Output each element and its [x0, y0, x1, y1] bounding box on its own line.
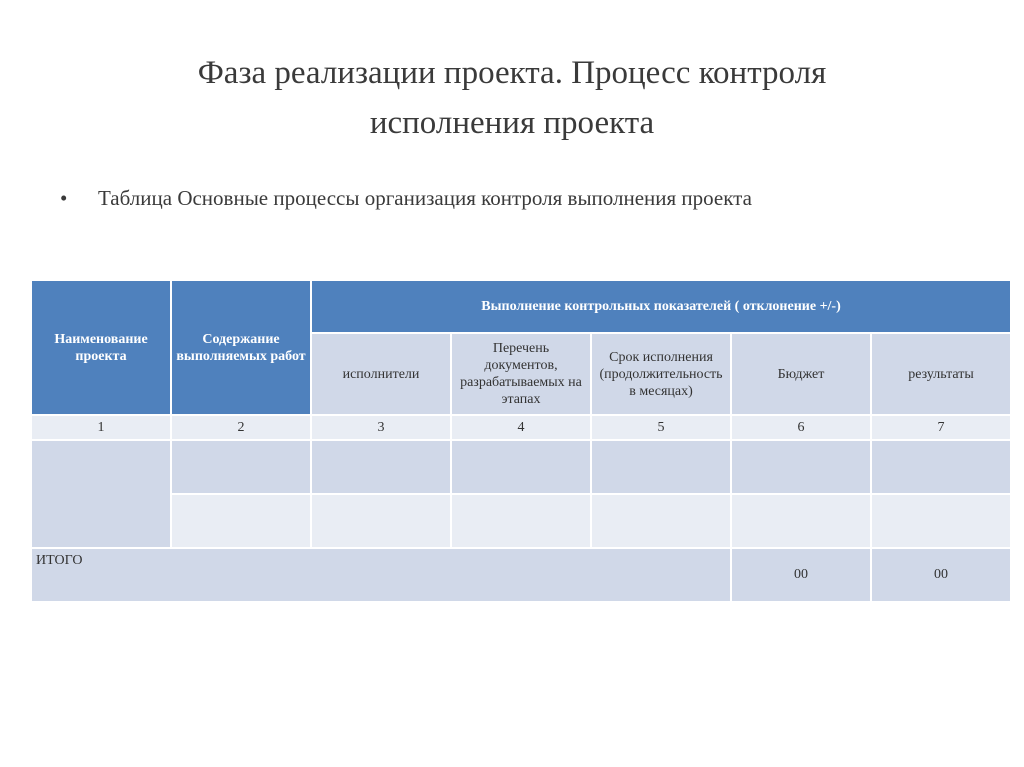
- column-number: 3: [311, 415, 451, 440]
- table-cell: [871, 494, 1011, 548]
- table-cell: [31, 440, 171, 548]
- table-cell: [311, 494, 451, 548]
- total-row: [31, 548, 1011, 602]
- slide-title-line-2: исполнения проекта: [369, 105, 655, 141]
- column-number: 7: [871, 415, 1011, 440]
- slide-title: [0, 48, 1024, 148]
- table-row: [31, 440, 1011, 494]
- table-cell: [451, 440, 591, 494]
- control-table: [30, 279, 1012, 603]
- header-work-content: Содержание выполняемых работ: [171, 280, 311, 415]
- subheader-performers: исполнители: [311, 333, 451, 415]
- column-number: 4: [451, 415, 591, 440]
- subheader-results: результаты: [871, 333, 1011, 415]
- bullet-text: Таблица Основные процессы организация контроля выполнения проекта: [98, 186, 752, 210]
- table-cell: [731, 440, 871, 494]
- table-cell: [591, 494, 731, 548]
- column-number: 6: [731, 415, 871, 440]
- column-number: 1: [31, 415, 171, 440]
- bullet-item: [60, 186, 752, 211]
- total-results: 00: [871, 548, 1011, 602]
- column-number: 2: [171, 415, 311, 440]
- table-row: [31, 494, 1011, 548]
- header-project-name: Наименование проекта: [31, 280, 171, 415]
- table-cell: [311, 440, 451, 494]
- total-budget: 00: [731, 548, 871, 602]
- total-label: ИТОГО: [31, 548, 731, 602]
- subheader-deadline: Срок исполнения (продолжительность в месяцах): [591, 333, 731, 415]
- table-cell: [731, 494, 871, 548]
- bullet-marker: •: [60, 186, 68, 210]
- column-number: 5: [591, 415, 731, 440]
- header-control-indicators: Выполнение контрольных показателей ( отклонение +/-): [311, 280, 1011, 333]
- subheader-budget: Бюджет: [731, 333, 871, 415]
- table-cell: [171, 494, 311, 548]
- table-cell: [591, 440, 731, 494]
- table-cell: [171, 440, 311, 494]
- table-cell: [451, 494, 591, 548]
- subheader-documents: Перечень документов, разрабатываемых на этапах: [451, 333, 591, 415]
- slide-title-line-1: Фаза реализации проекта. Процесс контроля: [197, 55, 827, 91]
- column-number-row: [31, 415, 1011, 440]
- table-cell: [871, 440, 1011, 494]
